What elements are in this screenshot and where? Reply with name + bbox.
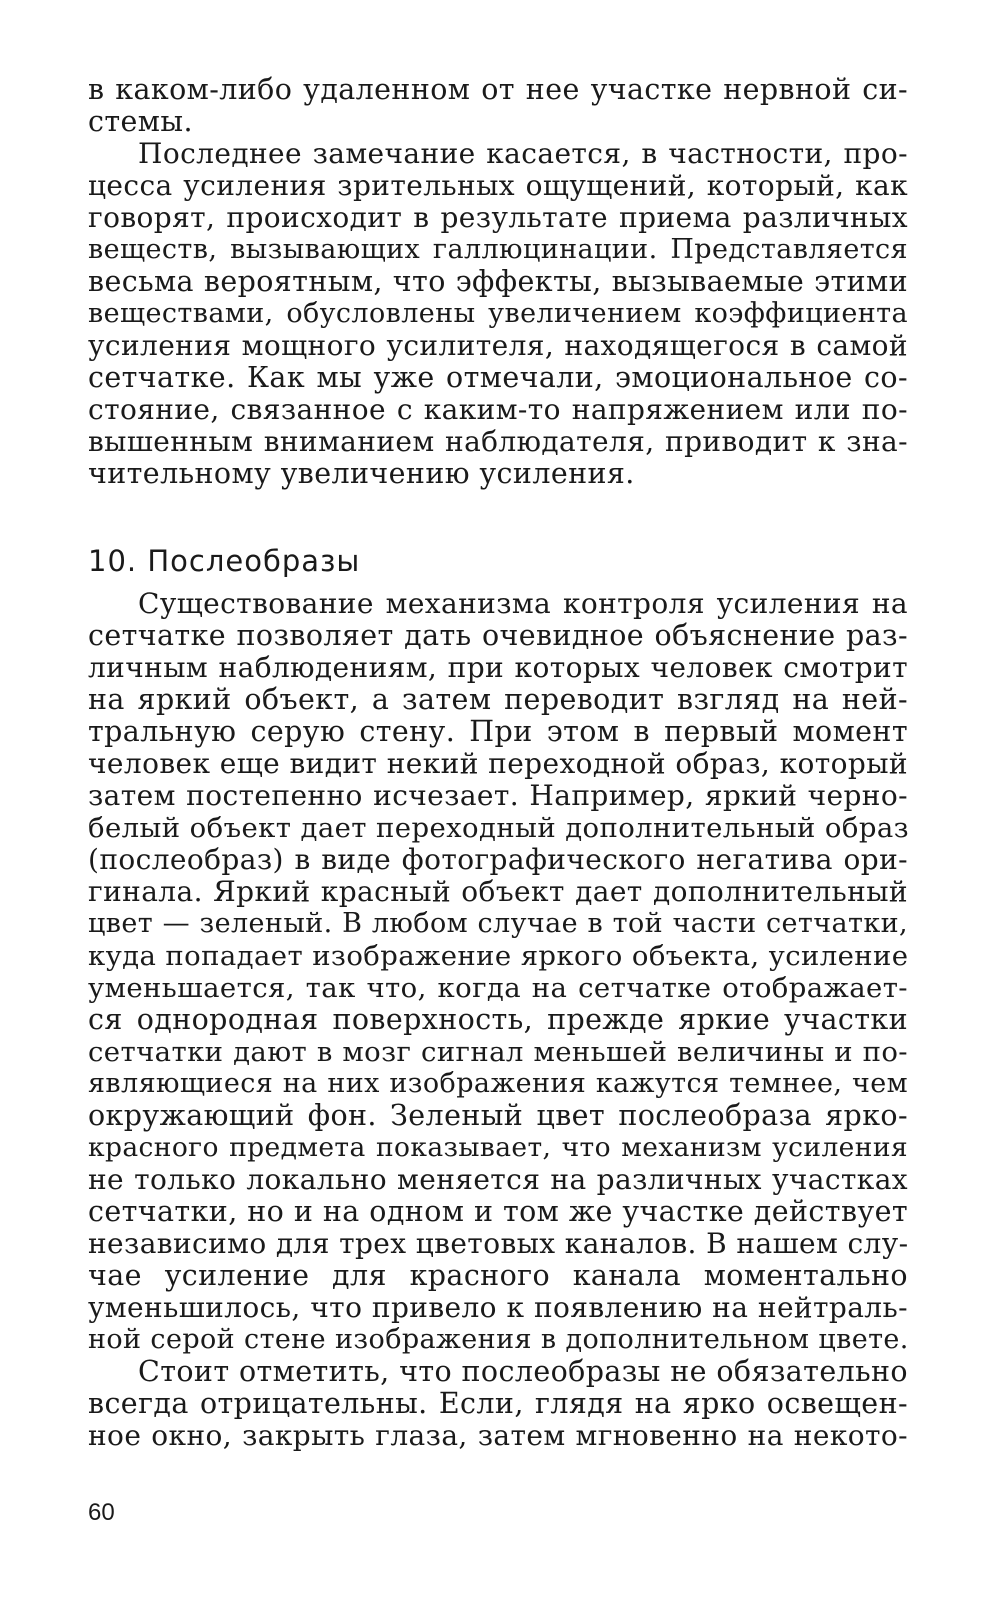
text-line: усиления мощного усилителя, находящегося в самой — [88, 329, 908, 362]
text-line: ной серой стене изображения в дополнительном цвете. — [88, 1324, 909, 1355]
text-line: человек еще видит некий переходной образ, который — [88, 747, 908, 780]
text-line: весьма вероятным, что эффекты, вызываемые этими — [88, 265, 908, 298]
section-heading: 10. Послеобразы — [88, 544, 361, 578]
text-line: белый объект дает переходный дополнительный образ — [88, 812, 910, 844]
text-line: чительному увеличению усиления. — [88, 457, 635, 490]
text-line: Существование механизма контроля усиления на — [138, 587, 908, 620]
text-line: сетчатке. Как мы уже отмечали, эмоциональное со- — [88, 361, 908, 394]
text-line: в каком-либо удаленном от нее участке нервной си- — [88, 73, 908, 106]
text-line: уменьшается, так что, когда на сетчатке отображает- — [88, 972, 908, 1004]
text-line: сетчатке позволяет дать очевидное объяснение раз- — [88, 619, 908, 652]
text-line: ное окно, закрыть глаза, затем мгновенно на некото- — [88, 1419, 908, 1452]
text-line: красного предмета показывает, что механизм усиления — [88, 1132, 908, 1163]
text-line: являющиеся на них изображения кажутся темнее, чем — [88, 1068, 908, 1099]
text-line: не только локально меняется на различных участках — [88, 1163, 908, 1196]
text-line: (послеобраз) в виде фотографического негатива ори- — [88, 843, 908, 876]
text-line: Стоит отметить, что послеобразы не обязательно — [138, 1355, 908, 1388]
text-line: затем постепенно исчезает. Например, яркий черно- — [88, 779, 908, 812]
text-line: сетчатки, но и на одном и том же участке действует — [88, 1195, 908, 1228]
text-line: окружающий фон. Зеленый цвет послеобраза ярко- — [88, 1099, 908, 1132]
text-line: цвет — зеленый. В любом случае в той части сетчатки, — [88, 908, 908, 939]
text-line: веществ, вызывающих галлюцинации. Представляется — [88, 234, 908, 265]
text-line: веществами, обусловлены увеличением коэффициента — [88, 298, 908, 329]
text-line: ся однородная поверхность, прежде яркие участки — [88, 1003, 908, 1036]
text-line: сетчатки дают в мозг сигнал меньшей величины и по- — [88, 1036, 908, 1068]
text-line: вышенным вниманием наблюдателя, приводит к зна- — [88, 425, 908, 458]
text-line: гинала. Яркий красный объект дает дополнительный — [88, 875, 908, 908]
text-line: на яркий объект, а затем переводит взгляд на ней- — [88, 683, 908, 716]
text-line: куда попадает изображение яркого объекта, усиление — [88, 940, 909, 972]
text-line: Последнее замечание касается, в частности, про- — [138, 137, 908, 170]
text-line: стемы. — [88, 105, 193, 138]
text-line: тральную серую стену. При этом в первый момент — [88, 715, 908, 748]
text-line: личным наблюдениям, при которых человек смотрит — [88, 651, 908, 684]
text-line: уменьшилось, что привело к появлению на нейтраль- — [88, 1291, 908, 1324]
text-line: стояние, связанное с каким-то напряжением или по- — [88, 393, 908, 426]
text-line: говорят, происходит в результате приема различных — [88, 201, 908, 234]
text-line: всегда отрицательны. Если, глядя на ярко освещен- — [88, 1387, 908, 1420]
text-line: цесса усиления зрительных ощущений, который, как — [88, 169, 908, 202]
text-line: чае усиление для красного канала моментально — [88, 1259, 908, 1292]
text-line: независимо для трех цветовых каналов. В нашем слу- — [88, 1227, 909, 1260]
page-number: 60 — [88, 1499, 115, 1526]
